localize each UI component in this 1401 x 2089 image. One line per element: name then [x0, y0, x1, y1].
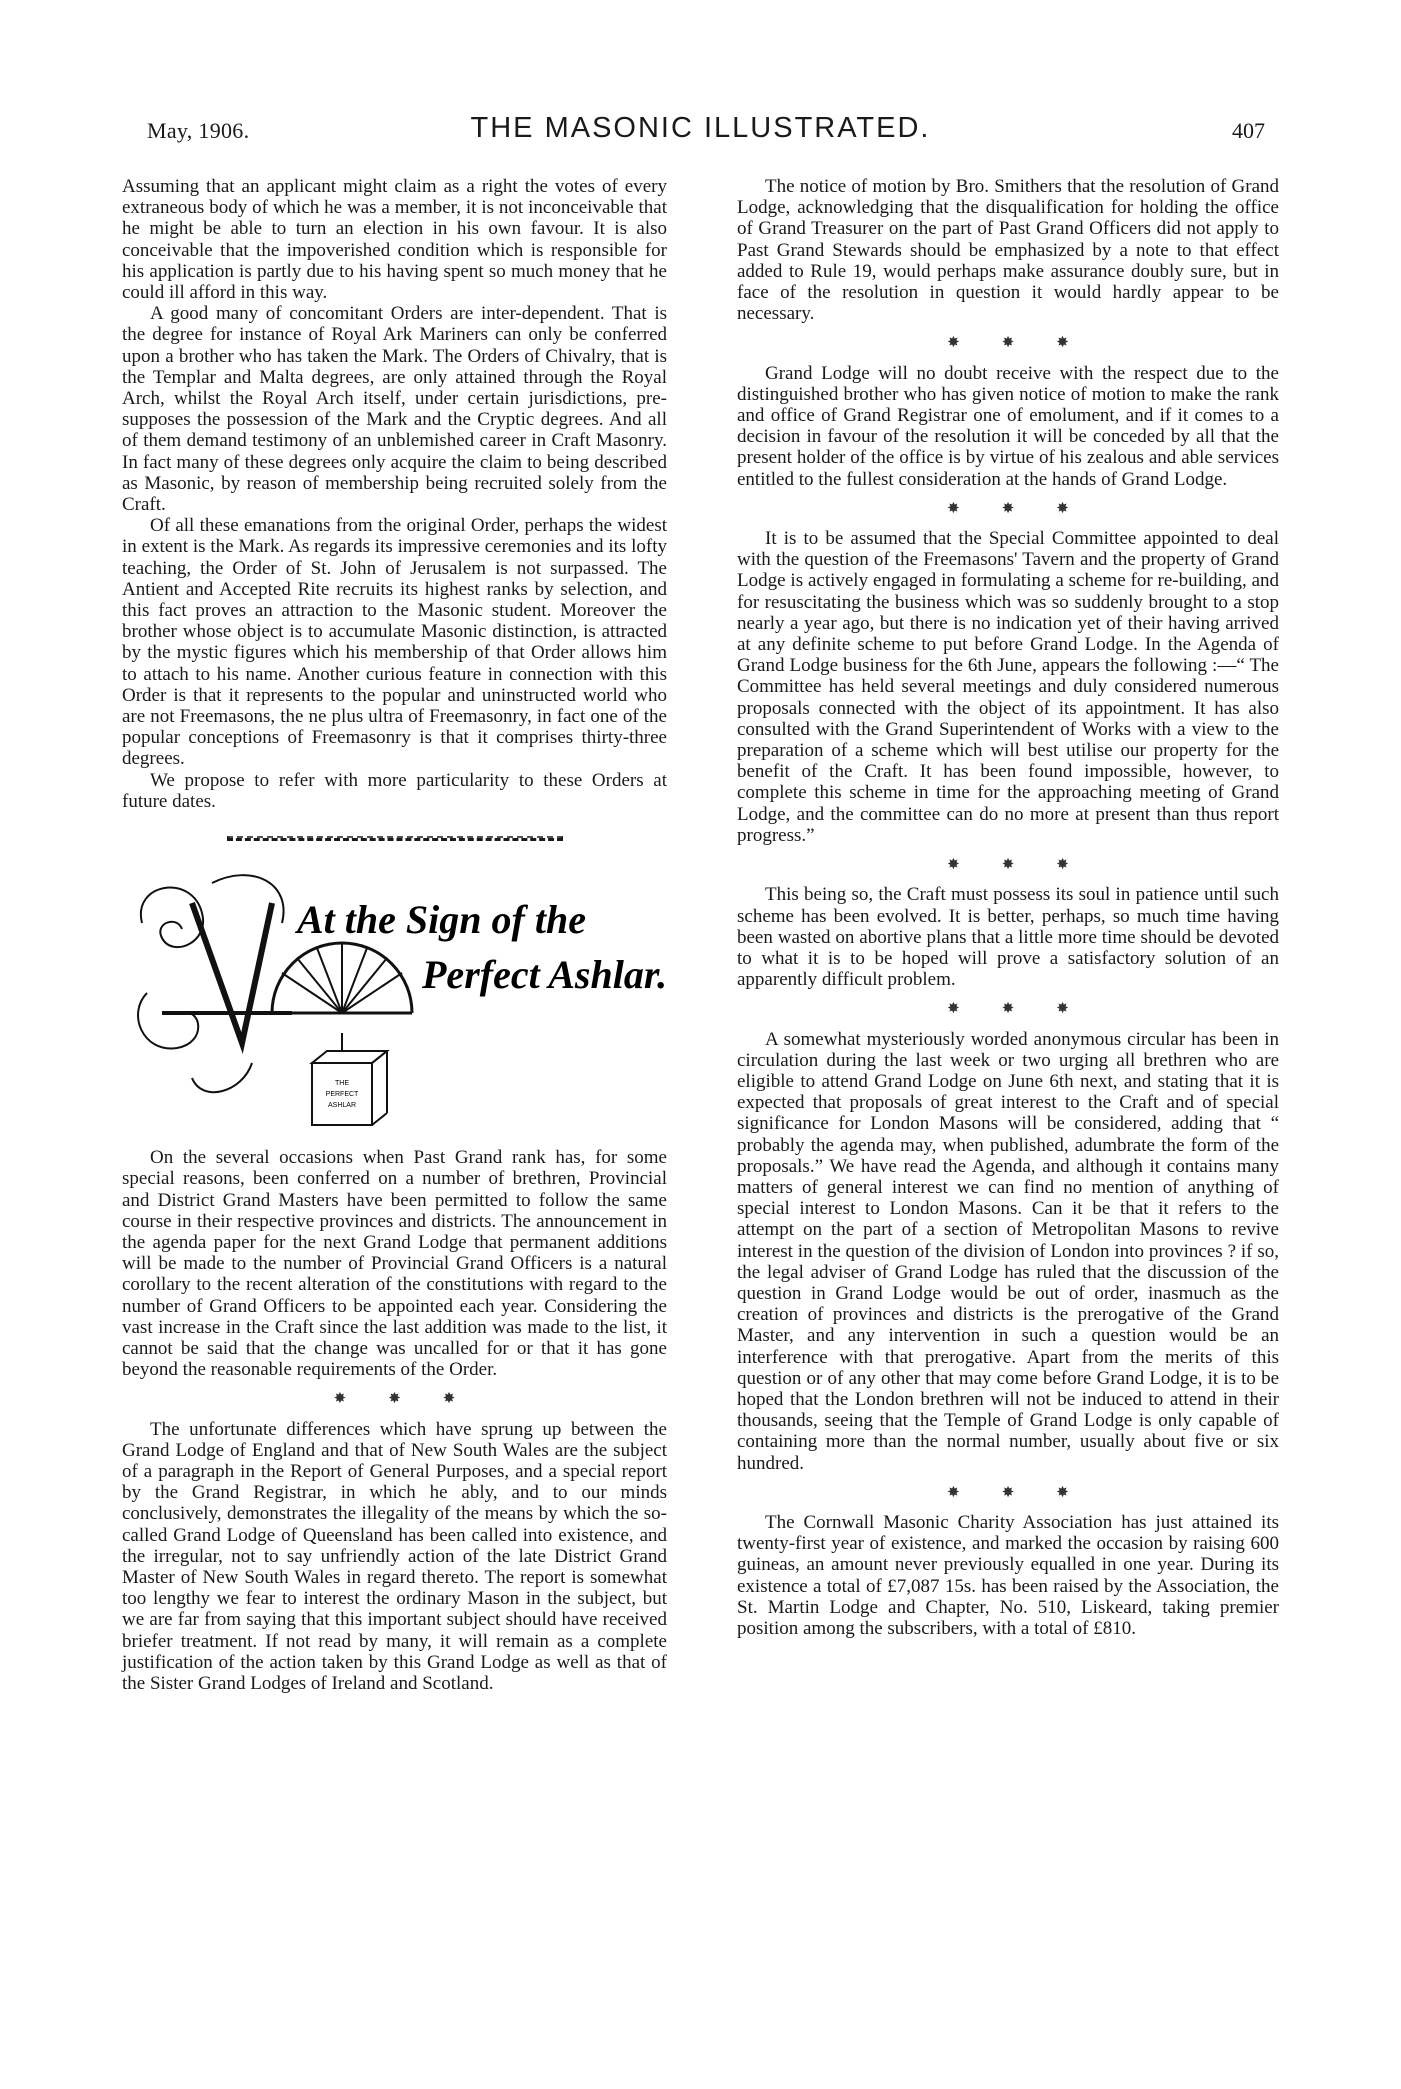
publication-title: THE MASONIC ILLUSTRATED.	[470, 112, 931, 144]
ashlar-heading-svg	[122, 863, 667, 1133]
left-column	[122, 176, 667, 1694]
block-label-1: THE	[335, 1080, 349, 1088]
right-column	[737, 176, 1279, 1639]
section-divider	[227, 836, 563, 841]
heading-line-2: Perfect Ashlar.	[422, 952, 667, 998]
ashlar-block-icon	[312, 1033, 387, 1125]
article-paragraph: Grand Lodge will no doubt receive with the respect due to the distinguished brother who has given notice of motion to make the rank and office of Grand Registrar one of emolument, and if it comes to a decision in favour of the resolution it will be conceded by all that the present holder of the office is by virtue of his zealous and able services entitled to the fullest consideration at the hands of Grand Lodge.	[737, 362, 1279, 490]
separator-star-icon: ✸	[1056, 1001, 1111, 1018]
separator-star-icon: ✸	[947, 500, 1002, 517]
separator-star-icon: ✸	[1001, 500, 1057, 517]
article-paragraph: The Cornwall Masonic Charity Association has just attained its twenty-first year of existence, and marked the occasion by raising 600 guineas, an amount never previously equalled in one year. During its existence a total of £7,087 15s. has been raised by the Association, the St. Martin Lodge and Chapter, No. 510, Liskeard, taking premier position among the subscribers, with a total of £810.	[737, 1511, 1279, 1639]
separator-star-icon: ✸	[1056, 857, 1111, 874]
sunburst-icon	[272, 943, 412, 1013]
separator-star-icon: ✸	[1001, 1001, 1057, 1018]
separator-star-icon: ✸	[1001, 1484, 1057, 1501]
article-paragraph: The unfortunate differences which have sprung up between the Grand Lodge of England and that of New South Wales are the subject of a paragraph in the Report of General Purposes, and a special report by the Grand Registrar, in which he ably, and to our minds conclusively, demonstrates the illegality of the means by which the so-called Grand Lodge of Queensland has been called into existence, and the irregular, not to say unfriendly action of the late District Grand Master of New South Wales in regard thereto. The report is somewhat too lengthy we fear to interest the ordinary Mason in the subject, but we are far from saying that this important subject should have received briefer treatment. If not read by many, it will remain as a complete justification of the action taken by this Grand Lodge as well as that of the Sister Grand Lodges of Ireland and Scotland.	[122, 1418, 667, 1694]
block-label-3: ASHLAR	[327, 1102, 357, 1110]
article-paragraph: Assuming that an applicant might claim as a right the votes of every extraneous body of which he was a member, it is not inconceivable that he might be able to turn an election in his own favour. It is also conceivable that the impoverished condition which is responsible for his application is partly due to his having spent so much money that he could ill afford in this way.	[122, 176, 667, 304]
separator-ornament	[737, 1483, 1279, 1504]
section-heading-illustration	[122, 863, 667, 1133]
separator-star-icon: ✸	[947, 857, 1002, 874]
ornament-scroll-icon	[138, 875, 292, 1092]
separator-star-icon: ✸	[947, 335, 1002, 352]
article-paragraph: The notice of motion by Bro. Smithers that the resolution of Grand Lodge, acknowledging that the disqualification for holding the office of Grand Treasurer on the part of Past Grand Officers did not apply to Past Grand Stewards should be emphasized by a note to that effect added to Rule 19, would perhaps make assurance doubly sure, but in face of the resolution in question it would hardly appear to be necessary.	[737, 176, 1279, 325]
article-paragraph: A good many of concomitant Orders are inter-dependent. That is the degree for instance of Royal Ark Mariners can only be conferred upon a brother who has taken the Mark. The Orders of Chivalry, that is the Templar and Malta degrees, are only attained through the Royal Arch, whilst the Royal Arch itself, under certain jurisdictions, pre-supposes the possession of the Mark and the Cryptic degrees. And all of them demand testimony of an unblemished career in Craft Masonry. In fact many of these degrees only acquire the claim to being described as Masonic, by reason of membership being recruited solely from the Craft.	[122, 303, 667, 516]
article-paragraph: This being so, the Craft must possess its soul in patience until such scheme has been evolved. It is better, perhaps, so much time having been wasted on abortive plans that a little more time should be devoted to what it is to be hoped will prove a satisfactory solution of an apparently difficult problem.	[737, 884, 1279, 991]
article-paragraph: A somewhat mysteriously worded anonymous circular has been in circulation during the last week or two urging all brethren who are eligible to attend Grand Lodge on June 6th next, and stating that it is expected that proposals of great interest to the Craft and of special significance for London Masons will be considered, adding that “ probably the agenda may, when published, adumbrate the form of the proposals.” We have read the Agenda, and although it contains many matters of general interest we can find no mention of anything of special interest to London Masons. Can it be that it refers to the attempt on the part of a section of Metropolitan Masons to revive interest in the question of the division of London into provinces ? if so, the legal adviser of Grand Lodge has ruled that the discussion of the question in Grand Lodge would be out of order, inasmuch as the creation of provinces and districts is the prerogative of the Grand Master, and any intervention in such a question would be an interference with that prerogative. Apart from the merits of this question or of any other that may come before Grand Lodge, it is to be hoped that the London brethren will not be induced to attend in their thousands, seeing that the Temple of Grand Lodge is only capable of containing more than the normal number, usually about five or six hundred.	[737, 1028, 1279, 1474]
separator-ornament	[737, 999, 1279, 1020]
separator-star-icon: ✸	[1056, 335, 1111, 352]
article-paragraph: We propose to refer with more particularity to these Orders at future dates.	[122, 769, 667, 812]
separator-star-icon: ✸	[442, 1391, 498, 1408]
separator-star-icon: ✸	[947, 1484, 1002, 1501]
article-paragraph: On the several occasions when Past Grand rank has, for some special reasons, been conferred on a number of brethren, Provincial and District Grand Masters have been permitted to follow the same course in their respective provinces and districts. The announcement in the agenda paper for the next Grand Lodge that permanent additions will be made to the number of Provincial Grand Officers is a natural corollary to the recent alteration of the constitutions with regard to the number of Grand Officers to be appointed each year. Considering the vast increase in the Craft since the last addition was made to the list, it cannot be said that the change was uncalled for or that it has gone beyond the reasonable requirements of the Order.	[122, 1147, 667, 1381]
article-paragraph: It is to be assumed that the Special Committee appointed to deal with the question of the Freemasons' Tavern and the property of Grand Lodge is actively engaged in formulating a scheme for re-building, and for resuscitating the business which was so suddenly brought to a stop nearly a year ago, but there is no indication yet of their having arrived at any definite scheme to put before Grand Lodge. In the Agenda of Grand Lodge business for the 6th June, appears the following :—“ The Committee has held several meetings and duly considered numerous proposals connected with the object of its appointment. It has also consulted with the Grand Superintendent of Works with a view to the preparation of a scheme which will best utilise our property for the benefit of the Craft. It has been found impossible, however, to complete this scheme in time for the approaching meeting of Grand Lodge, and the committee can do no more at present than thus report progress.”	[737, 528, 1279, 846]
separator-ornament	[737, 499, 1279, 520]
separator-star-icon: ✸	[1056, 500, 1111, 517]
separator-star-icon: ✸	[947, 1001, 1002, 1018]
issue-date: May, 1906.	[147, 118, 250, 143]
separator-ornament	[737, 855, 1279, 876]
separator-star-icon: ✸	[333, 1391, 389, 1408]
separator-ornament	[122, 1389, 667, 1410]
heading-line-1: At the Sign of the	[297, 897, 586, 943]
page-number: 407	[1232, 118, 1265, 143]
article-paragraph: Of all these emanations from the original Order, perhaps the widest in extent is the Mark. As regards its impressive ceremonies and its lofty teaching, the Order of St. John of Jerusalem is not surpassed. The Antient and Accepted Rite recruits its highest ranks by selection, and this fact proves an attraction to the Masonic student. Moreover the brother whose object is to accumulate Masonic distinction, is attracted by the mystic figures which his membership of that Order allows him to attach to his name. Another curious feature in connection with this Order is that it represents to the popular and uninstructed world who are not Freemasons, the ne plus ultra of Freemasonry, in fact one of the popular conceptions of Freemasonry is that it comprises thirty-three degrees.	[122, 515, 667, 770]
page-header	[0, 112, 1401, 152]
block-label-2: PERFECT	[325, 1091, 359, 1099]
separator-star-icon: ✸	[1056, 1484, 1111, 1501]
separator-star-icon: ✸	[1001, 335, 1057, 352]
separator-star-icon: ✸	[388, 1391, 443, 1408]
separator-ornament	[737, 333, 1279, 354]
separator-star-icon: ✸	[1001, 857, 1057, 874]
